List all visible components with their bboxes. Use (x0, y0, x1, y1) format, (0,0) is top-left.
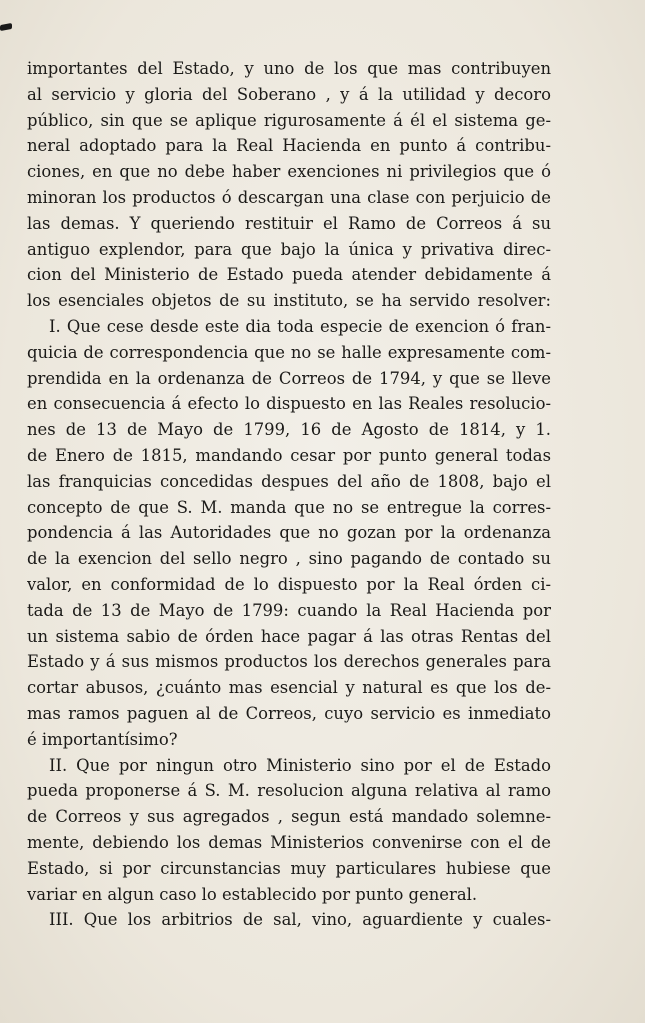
text-line: II. Que por ningun otro Ministerio sino por el de Estado (49, 755, 551, 775)
text-line: las franquicias concedidas despues del año de 1808, bajo el (27, 471, 551, 491)
text-line: tada de 13 de Mayo de 1799: cuando la Real Hacienda por (27, 600, 551, 620)
text-line: de Correos y sus agregados , segun está mandado solemne- (27, 807, 551, 827)
text-line: III. Que los arbitrios de sal, vino, aguardiente y cuales- (49, 910, 551, 930)
text-line: pueda proponerse á S. M. resolucion alguna relativa al ramo (27, 781, 551, 801)
text-line: Estado, si por circunstancias muy particulares hubiese que (27, 858, 551, 878)
text-line: quicia de correspondencia que no se halle expresamente com- (27, 342, 551, 362)
text-line: al servicio y gloria del Soberano , y á la utilidad y decoro (27, 84, 551, 104)
text-line: los esenciales objetos de su instituto, se ha servido resolver: (27, 291, 551, 311)
text-line: nes de 13 de Mayo de 1799, 16 de Agosto de 1814, y 1. (27, 420, 551, 440)
body-text (27, 56, 551, 933)
text-line: antiguo explendor, para que bajo la única y privativa direc- (27, 239, 551, 259)
text-line: un sistema sabio de órden hace pagar á las otras Rentas del (27, 626, 551, 646)
text-line: concepto de que S. M. manda que no se entregue la corres- (27, 497, 551, 517)
text-line: prendida en la ordenanza de Correos de 1794, y que se lleve (27, 368, 551, 388)
text-line: mas ramos paguen al de Correos, cuyo servicio es inmediato (27, 703, 551, 723)
text-line: ciones, en que no debe haber exenciones ni privilegios que ó (27, 162, 551, 182)
text-line: é importantísimo? (27, 729, 178, 749)
text-line: neral adoptado para la Real Hacienda en punto á contribu- (27, 136, 551, 156)
text-line: en consecuencia á efecto lo dispuesto en las Reales resolucio- (27, 394, 551, 414)
text-line: cortar abusos, ¿cuánto mas esencial y natural es que los de- (27, 678, 551, 698)
text-line: variar en algun caso lo establecido por punto general. (27, 884, 478, 904)
text-line: público, sin que se aplique rigurosamente á él el sistema ge- (27, 110, 551, 130)
ink-mark (0, 23, 12, 31)
text-line: importantes del Estado, y uno de los que mas contribuyen (27, 59, 551, 78)
text-line: de Enero de 1815, mandando cesar por punto general todas (27, 445, 551, 465)
text-line: cion del Ministerio de Estado pueda atender debidamente á (27, 265, 551, 285)
text-line: pondencia á las Autoridades que no gozan por la ordenanza (27, 523, 551, 543)
text-line: valor, en conformidad de lo dispuesto por la Real órden ci- (27, 574, 551, 594)
text-line: mente, debiendo los demas Ministerios convenirse con el de (27, 832, 551, 852)
text-line: I. Que cese desde este dia toda especie de exencion ó fran- (49, 316, 551, 336)
text-line: las demas. Y queriendo restituir el Ramo de Correos á su (27, 213, 551, 233)
text-line: Estado y á sus mismos productos los derechos generales para (27, 652, 551, 672)
text-line: de la exencion del sello negro , sino pagando de contado su (27, 549, 551, 569)
text-line: minoran los productos ó descargan una clase con perjuicio de (27, 187, 551, 207)
